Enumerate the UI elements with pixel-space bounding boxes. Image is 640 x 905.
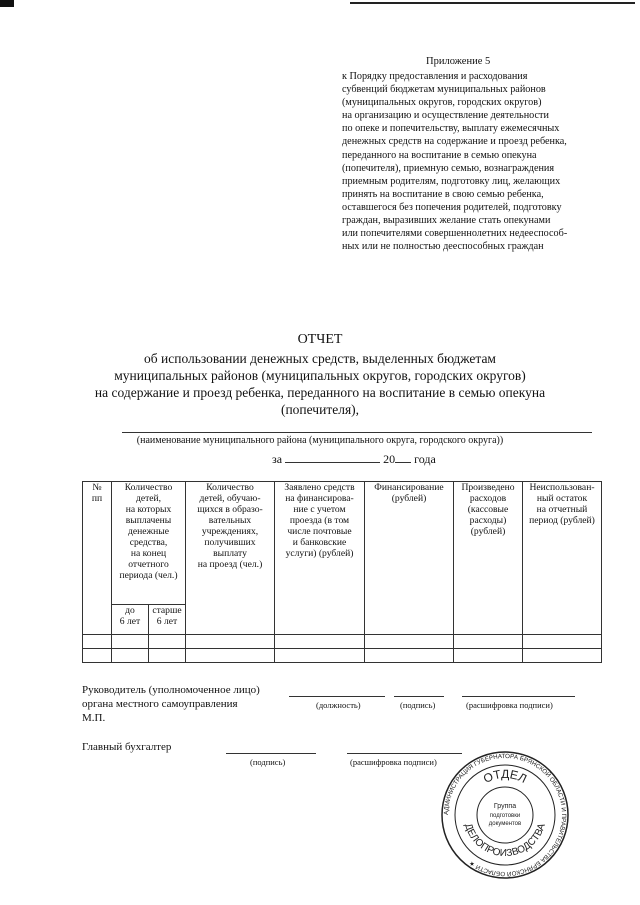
year-prefix: 20 [383, 452, 396, 466]
appendix-line: по опеке и попечительству, выплату ежемесячных [342, 123, 560, 135]
report-subtitle-line: (попечителя), [280, 402, 360, 417]
report-subtitle-line: на содержание и проезд ребенка, переданного на воспитание в семью опекуна [94, 385, 546, 400]
svg-text:ОТДЕЛ: ОТДЕЛ [481, 766, 529, 786]
stamp-seal-graphic [440, 750, 570, 880]
svg-text:подготовки: подготовки [489, 813, 521, 819]
header-students: Количество детей, обучаю- щихся в образо- вательных учреждениях, получивших выплату на проезд (чел.) [186, 482, 275, 635]
table-row [83, 635, 602, 649]
year-suffix: года [414, 452, 436, 466]
header-financing: Финансирование (рублей) [365, 482, 454, 635]
report-table [82, 481, 602, 663]
report-title: ОТЧЕТ [297, 332, 343, 347]
appendix-line: денежных средств на содержание и проезд ребенка, [342, 136, 567, 148]
header-unused: Неиспользован- ный остаток на отчетный период (рублей) [523, 482, 602, 635]
svg-text:ДЕЛОПРОИЗВОДСТВА: ДЕЛОПРОИЗВОДСТВА [462, 822, 548, 860]
appendix-title: Приложение 5 [426, 56, 491, 67]
position-line [289, 696, 385, 697]
svg-text:документов: документов [488, 821, 522, 827]
acc-signature-caption: (подпись) [250, 757, 286, 767]
appendix-line: или попечителями совершеннолетних недееспособ- [342, 228, 568, 240]
acc-signature-line [226, 753, 316, 754]
period-blank [285, 452, 380, 463]
svg-text:Группа: Группа [493, 803, 517, 810]
head-label-1: Руководитель (уполномоченное лицо) [82, 684, 260, 696]
table-row [83, 649, 602, 663]
header-expenses: Произведено расходов (кассовые расходы) (рублей) [454, 482, 523, 635]
corner-mark [0, 0, 14, 7]
appendix-body [342, 70, 602, 253]
head-label-2: органа местного самоуправления [82, 698, 238, 710]
position-caption: (должность) [316, 700, 361, 710]
signature-caption: (подпись) [400, 700, 436, 710]
appendix-line: (муниципальных округов, городских округов) [342, 97, 542, 109]
header-children-paid: Количество детей, на которых выплачены денежные средства, на конец отчетного периода (чел.) [112, 482, 186, 605]
year-blank [395, 452, 411, 463]
municipality-name-caption: (наименование муниципального района (муниципального округа, городского округа)) [136, 435, 504, 446]
top-edge-line [350, 2, 635, 4]
appendix-line: приемным родителям, подготовку лиц, желающих [342, 175, 561, 187]
appendix-line: ных или не полностью дееспособных граждан [342, 241, 544, 253]
seal-place-label: М.П. [82, 712, 106, 724]
acc-decoding-caption: (расшифровка подписи) [350, 757, 437, 767]
report-subtitle-line: муниципальных районов (муниципальных округов, городских округов) [114, 368, 526, 383]
period-prefix: за [272, 452, 283, 466]
appendix-line: на организацию и осуществление деятельности [342, 110, 549, 122]
appendix-line: принять на воспитание в свою семью ребенка, [342, 188, 544, 200]
report-subtitle-line: об использовании денежных средств, выделенных бюджетам [144, 351, 496, 366]
decoding-caption: (расшифровка подписи) [466, 700, 553, 710]
header-up-to-6: до 6 лет [112, 605, 149, 635]
accountant-label: Главный бухгалтер [82, 741, 172, 753]
municipality-name-line [122, 432, 592, 433]
signature-line [394, 696, 444, 697]
appendix-line: переданного на воспитание в семью опекуна [342, 149, 537, 161]
appendix-line: субвенций бюджетам муниципальных районов [342, 84, 546, 96]
header-declared: Заявлено средств на финансирова- ние с учетом проезда (в том числе почтовые и банковские услуги) (рублей) [275, 482, 365, 635]
appendix-line: граждан, выразивших желание стать опекунами [342, 215, 551, 227]
header-num: № пп [83, 482, 112, 635]
header-older-6: старше 6 лет [149, 605, 186, 635]
decoding-line [462, 696, 575, 697]
svg-text:АДМИНИСТРАЦИЯ ГУБЕРНАТОРА БРЯН: АДМИНИСТРАЦИЯ ГУБЕРНАТОРА БРЯНСКОЙ ОБЛАСТИ И ПРАВИТЕЛЬСТВА БРЯНСКОЙ ОБЛАСТИ ★ [442, 752, 568, 878]
appendix-line: к Порядку предоставления и расходования [342, 71, 528, 82]
appendix-line: (попечителя), приемную семью, вознаграждения [342, 162, 555, 174]
official-stamp [440, 750, 570, 880]
appendix-line: оставшегося без попечения родителей, подготовку [342, 201, 562, 213]
period-line [272, 452, 436, 467]
